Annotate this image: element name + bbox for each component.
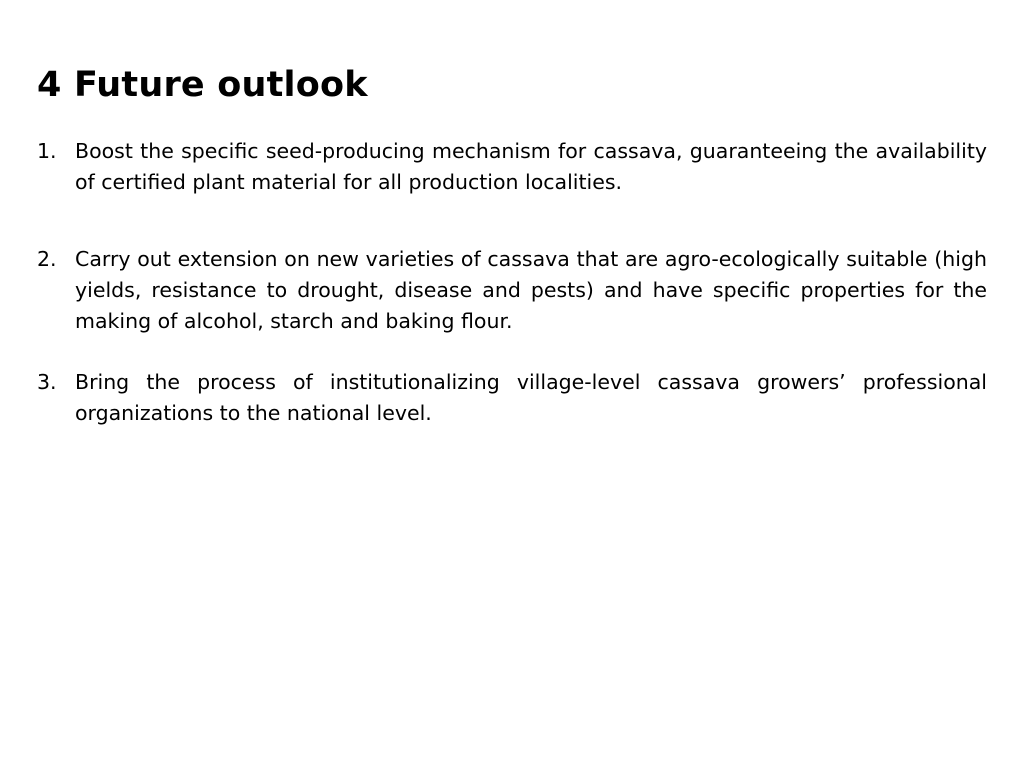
item-number: 2.	[37, 247, 57, 271]
list-item	[37, 136, 987, 198]
list-item	[37, 367, 987, 429]
item-number: 3.	[37, 370, 57, 394]
item-text: Bring the process of institutionalizing village-level cassava growers’ professional organizations to the national level.	[75, 370, 987, 425]
item-text: Boost the specific seed-producing mechanism for cassava, guaranteeing the availability of certified plant material for all production localities.	[75, 139, 987, 194]
item-number: 1.	[37, 139, 57, 163]
slide-title: 4 Future outlook	[37, 65, 368, 105]
list-item	[37, 244, 987, 337]
outlook-list	[37, 136, 987, 429]
item-text: Carry out extension on new varieties of cassava that are agro-ecologically suitable (high yields, resistance to drought, disease and pests) and have specific properties for the making of alcohol, starch and baking flour.	[75, 247, 987, 333]
